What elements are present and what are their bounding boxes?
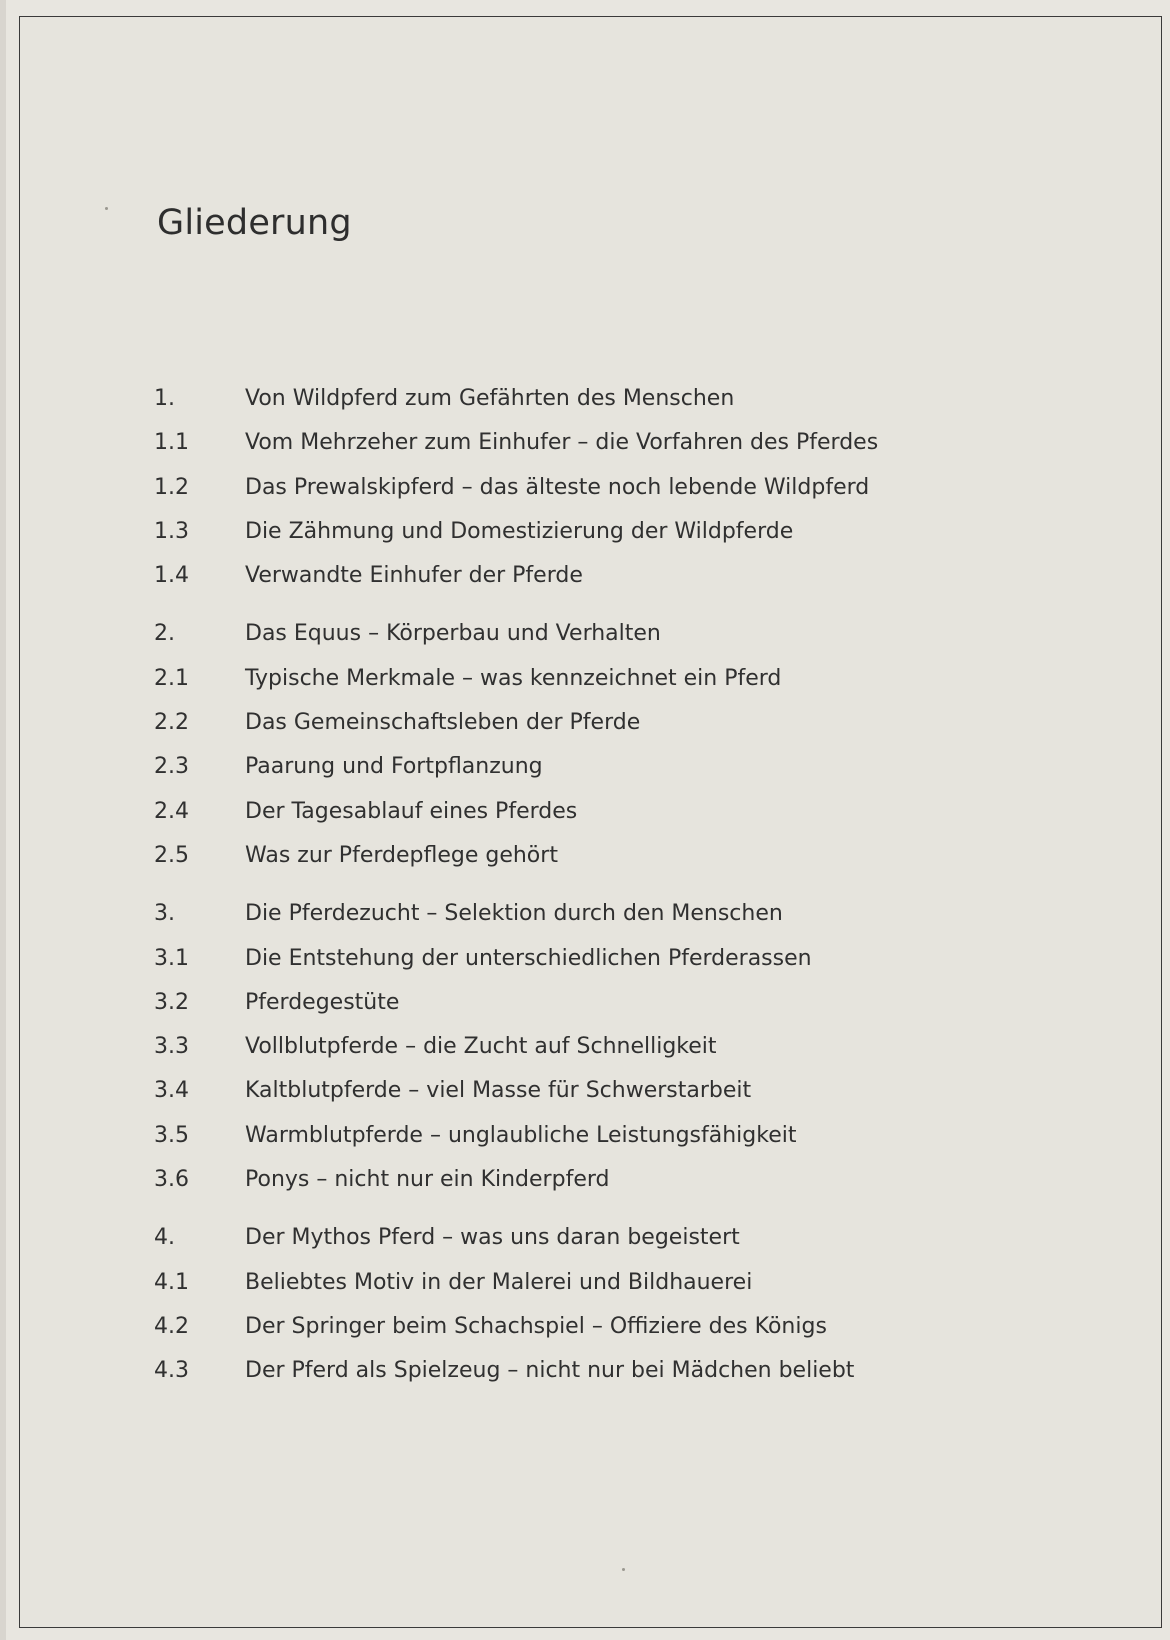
toc-entry <box>154 1261 1074 1305</box>
toc-entry-title: Die Zähmung und Domestizierung der Wildpferde <box>245 518 794 544</box>
toc-entry-title: Die Entstehung der unterschiedlichen Pferderassen <box>245 945 812 971</box>
toc-entry-title: Der Mythos Pferd – was uns daran begeistert <box>245 1225 740 1251</box>
scan-speck <box>622 1568 625 1571</box>
toc-entry-number: 3.3 <box>154 1034 189 1060</box>
toc-entry-number: 3. <box>154 901 175 927</box>
toc-entry-number: 4.1 <box>154 1269 189 1295</box>
page-title: Gliederung <box>157 203 352 243</box>
table-of-contents <box>154 377 1074 1408</box>
toc-entry <box>154 937 1074 981</box>
toc-entry-title: Ponys – nicht nur ein Kinderpferd <box>245 1167 610 1193</box>
toc-entry-number: 2.5 <box>154 842 189 868</box>
toc-entry-number: 3.5 <box>154 1122 189 1148</box>
toc-entry-number: 1.2 <box>154 474 189 500</box>
toc-entry-number: 2.1 <box>154 665 189 691</box>
toc-entry-number: 2.3 <box>154 754 189 780</box>
toc-entry-title: Typische Merkmale – was kennzeichnet ein Pferd <box>245 665 782 691</box>
toc-entry <box>154 701 1074 745</box>
toc-entry-title: Kaltblutpferde – viel Masse für Schwerstarbeit <box>245 1078 752 1104</box>
toc-entry-number: 3.6 <box>154 1167 189 1193</box>
toc-entry-number: 3.2 <box>154 989 189 1015</box>
toc-entry-number: 1.3 <box>154 518 189 544</box>
toc-entry-number: 2.2 <box>154 710 189 736</box>
toc-entry <box>154 421 1074 465</box>
toc-entry <box>154 377 1074 421</box>
toc-entry <box>154 892 1074 936</box>
toc-entry-title: Beliebtes Motiv in der Malerei und Bildhauerei <box>245 1269 753 1295</box>
toc-entry-title: Die Pferdezucht – Selektion durch den Menschen <box>245 901 783 927</box>
toc-section <box>154 612 1074 878</box>
toc-entry-title: Paarung und Fortpflanzung <box>245 754 543 780</box>
toc-entry-number: 1.1 <box>154 430 189 456</box>
toc-entry-title: Warmblutpferde – unglaubliche Leistungsfähigkeit <box>245 1122 797 1148</box>
toc-entry-title: Pferdegestüte <box>245 989 400 1015</box>
toc-entry <box>154 981 1074 1025</box>
toc-entry <box>154 1069 1074 1113</box>
toc-entry <box>154 1114 1074 1158</box>
toc-entry-number: 2.4 <box>154 798 189 824</box>
toc-section <box>154 892 1074 1202</box>
toc-entry-title: Der Springer beim Schachspiel – Offiziere des Königs <box>245 1313 827 1339</box>
toc-entry-title: Der Tagesablauf eines Pferdes <box>245 798 578 824</box>
scan-edge <box>0 0 6 1640</box>
toc-entry <box>154 466 1074 510</box>
toc-section <box>154 377 1074 598</box>
toc-entry-title: Vom Mehrzeher zum Einhufer – die Vorfahren des Pferdes <box>245 430 879 456</box>
toc-entry-title: Vollblutpferde – die Zucht auf Schnelligkeit <box>245 1034 717 1060</box>
toc-entry-number: 1.4 <box>154 563 189 589</box>
toc-entry <box>154 1025 1074 1069</box>
toc-section <box>154 1216 1074 1393</box>
toc-entry-title: Der Pferd als Spielzeug – nicht nur bei Mädchen beliebt <box>245 1358 855 1384</box>
toc-entry <box>154 657 1074 701</box>
toc-entry <box>154 554 1074 598</box>
toc-entry-title: Das Prewalskipferd – das älteste noch lebende Wildpferd <box>245 474 870 500</box>
toc-entry-number: 3.1 <box>154 945 189 971</box>
toc-entry-number: 4. <box>154 1225 175 1251</box>
toc-entry-title: Das Gemeinschaftsleben der Pferde <box>245 710 641 736</box>
toc-entry-number: 2. <box>154 621 175 647</box>
toc-entry <box>154 745 1074 789</box>
toc-entry-number: 3.4 <box>154 1078 189 1104</box>
toc-entry <box>154 612 1074 656</box>
toc-entry <box>154 1158 1074 1202</box>
toc-entry-number: 1. <box>154 386 175 411</box>
toc-entry <box>154 1349 1074 1393</box>
toc-entry <box>154 1305 1074 1349</box>
toc-entry-title: Verwandte Einhufer der Pferde <box>245 563 583 589</box>
toc-entry <box>154 790 1074 834</box>
toc-entry-title: Das Equus – Körperbau und Verhalten <box>245 621 661 647</box>
toc-entry <box>154 510 1074 554</box>
toc-entry-number: 4.2 <box>154 1313 189 1339</box>
toc-entry-number: 4.3 <box>154 1358 189 1384</box>
scan-speck <box>105 207 108 210</box>
toc-entry-title: Was zur Pferdepflege gehört <box>245 842 558 868</box>
toc-entry <box>154 1216 1074 1260</box>
toc-entry-title: Von Wildpferd zum Gefährten des Menschen <box>245 386 735 411</box>
toc-entry <box>154 834 1074 878</box>
